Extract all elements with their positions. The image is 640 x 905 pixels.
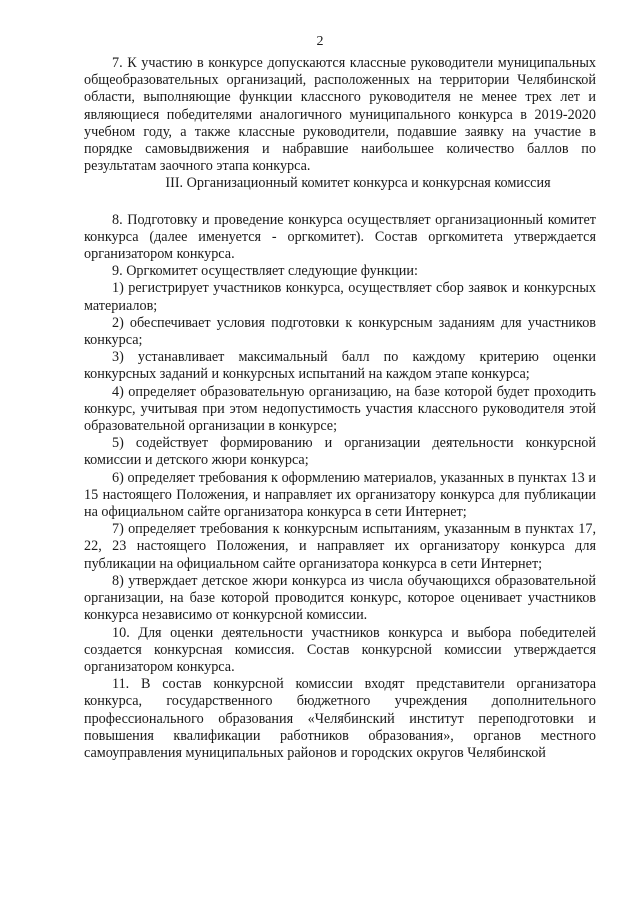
list-item-7: 7) определяет требования к конкурсным испытаниям, указанным в пунктах 17, 22, 23 настоящего Положения, и направляет их организатору конкурса для публикации на официальном сайте организатора конкурса в сети Интернет; (84, 521, 596, 572)
section-heading: III. Организационный комитет конкурса и конкурсная комиссия (165, 175, 551, 192)
paragraph-item-7: 7. К участию в конкурсе допускаются классные руководители муниципальных общеобразовательных организаций, расположенных на территории Челябинской области, выполняющие функции классного руководителя не менее трех лет и являющиеся победителями аналогичного муниципального конкурса в 2019-2020 учебном году, а также классные руководители, подавшие заявку на участие в порядке самовыдвижения и набравшие наибольшее количество баллов по результатам заочного этапа конкурса. (84, 55, 596, 175)
page-number: 2 (316, 34, 324, 49)
list-item-8: 8) утверждает детское жюри конкурса из числа обучающихся образовательной организации, на базе которой проводится конкурс, которое оценивает участников конкурса независимо от конкурсной комиссии. (84, 572, 596, 624)
list-item-3: 3) устанавливает максимальный балл по каждому критерию оценки конкурсных заданий и конкурсных испытаний на каждом этапе конкурса; (84, 349, 596, 383)
list-item-6: 6) определяет требования к оформлению материалов, указанных в пунктах 13 и 15 настоящего Положения, и направляет их организатору конкурса для публикации на официальном сайте организатора конкурса в сети Интернет; (84, 469, 596, 521)
list-item-2: 2) обеспечивает условия подготовки к конкурсным заданиям для участников конкурса; (84, 314, 596, 349)
list-item-1: 1) регистрирует участников конкурса, осуществляет сбор заявок и конкурсных материалов; (84, 280, 596, 314)
list-item-5: 5) содействует формированию и организации деятельности конкурсной комиссии и детского жюри конкурса; (84, 435, 596, 469)
paragraph-item-8: 8. Подготовку и проведение конкурса осуществляет организационный комитет конкурса (далее именуется - оргкомитет). Состав оргкомитета утверждается организатором конкурса. (84, 211, 596, 263)
paragraph-item-10: 10. Для оценки деятельности участников конкурса и выбора победителей создается конкурсная комиссия. Состав конкурсной комиссии утверждается организатором конкурса. (84, 624, 596, 675)
document-body (84, 55, 596, 762)
paragraph-item-11: 11. В состав конкурсной комиссии входят представители организатора конкурса, государственного бюджетного учреждения дополнительного профессионального образования «Челябинский институт переподготовки и повышения квалификации работников образования», органов местного самоуправления муниципальных районов и городских округов Челябинской (84, 676, 596, 761)
heading-spacer (84, 193, 596, 212)
list-item-4: 4) определяет образовательную организацию, на базе которой будет проходить конкурс, учитывая при этом недопустимость участия классного руководителя этой образовательной организации в конкурсе; (84, 383, 596, 435)
paragraph-item-9: 9. Оргкомитет осуществляет следующие функции: (112, 263, 418, 280)
